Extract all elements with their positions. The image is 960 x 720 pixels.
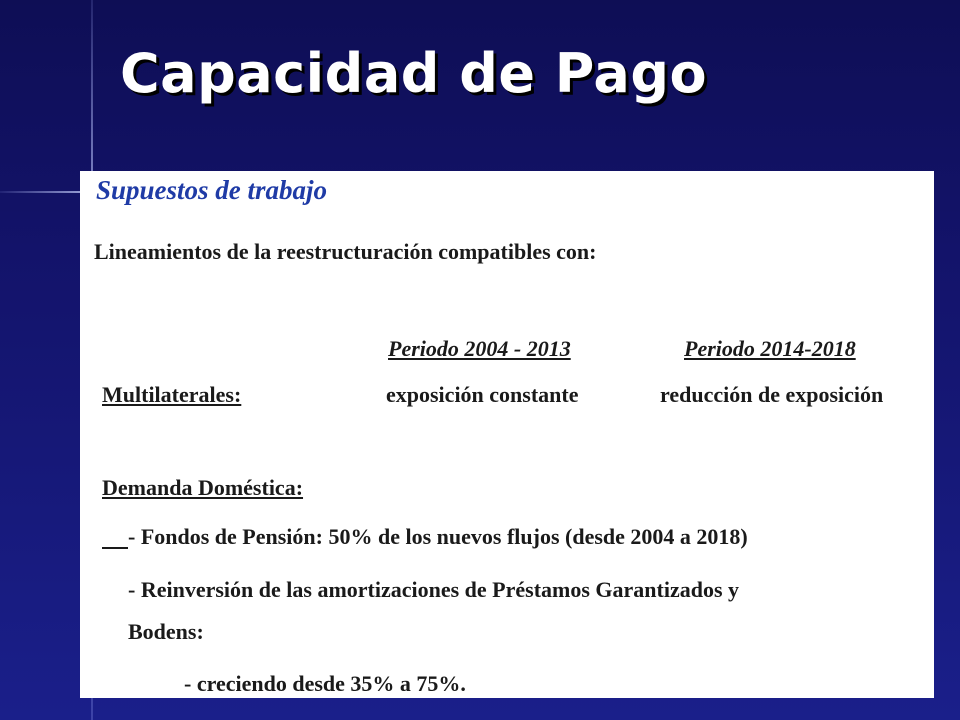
section-heading: Supuestos de trabajo: [96, 175, 328, 205]
period-header-2: Periodo 2014-2018: [684, 336, 856, 361]
multilaterales-value-period-2: reducción de exposición: [660, 382, 884, 407]
multilaterales-label: Multilaterales:: [102, 382, 242, 407]
slide-title: Capacidad de Pago: [120, 42, 708, 105]
demanda-label: Demanda Doméstica:: [102, 475, 304, 500]
intro-text: Lineamientos de la reestructuración compatibles con:: [94, 239, 597, 264]
multilaterales-value-period-1: exposición constante: [386, 382, 579, 407]
sub-bullet-creciendo: - creciendo desde 35% a 75%.: [184, 671, 466, 696]
period-header-1: Periodo 2004 - 2013: [388, 336, 571, 361]
bullet-reinversion-continued: Bodens:: [128, 619, 204, 644]
bullet-reinversion: - Reinversión de las amortizaciones de Préstamos Garantizados y: [128, 577, 740, 602]
bullet-fondos-pension: - Fondos de Pensión: 50% de los nuevos flujos (desde 2004 a 2018): [128, 524, 748, 549]
decorative-horizontal-line: [0, 191, 80, 193]
bullet-dash-mark: [102, 547, 128, 549]
content-panel: [80, 171, 934, 698]
